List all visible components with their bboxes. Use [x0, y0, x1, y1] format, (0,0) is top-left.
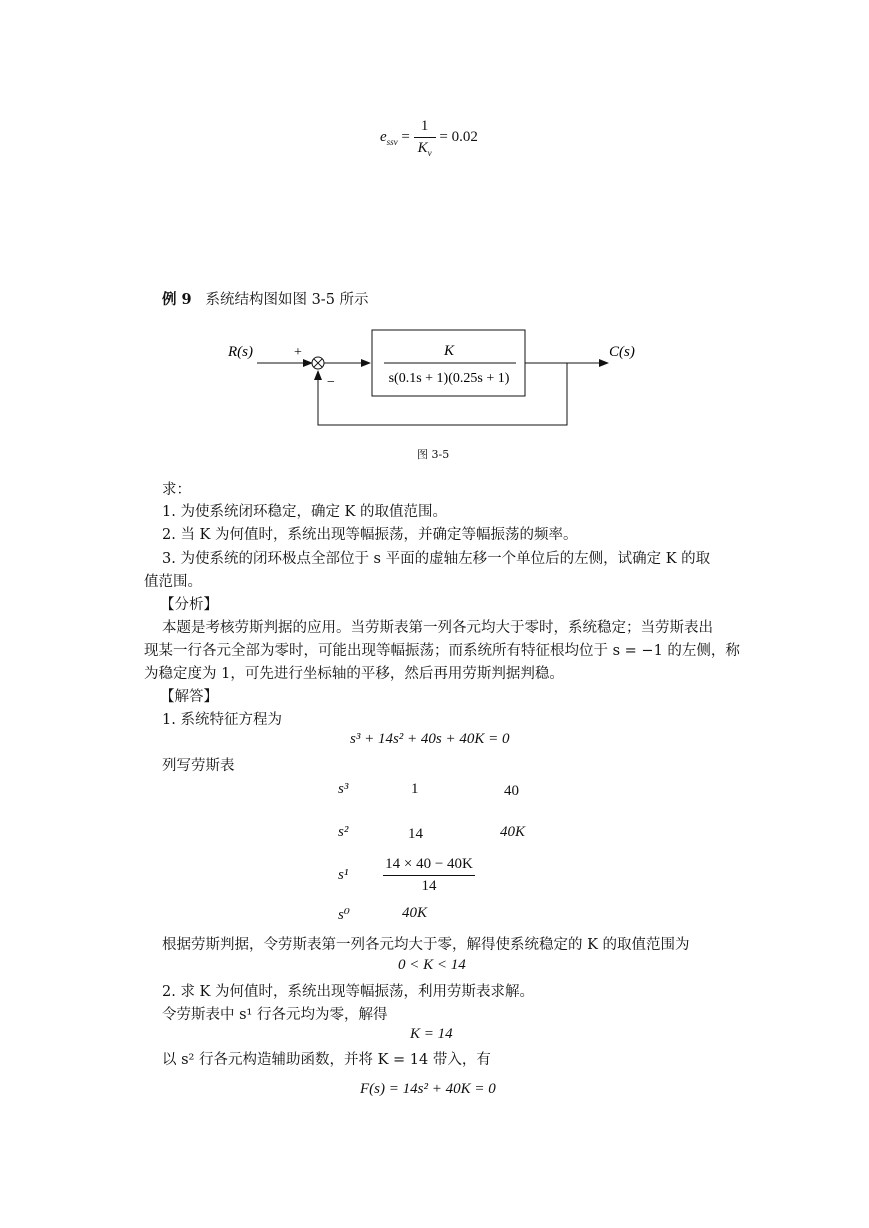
routh-cell-fraction	[383, 856, 475, 895]
question-1: 1. 为使系统闭环稳定，确定 K 的取值范围。	[162, 504, 447, 520]
k-value: K = 14	[410, 1026, 453, 1042]
auxiliary-intro: 以 s² 行各元构造辅助函数，并将 K = 14 带入，有	[162, 1052, 491, 1068]
input-label: R(s)	[228, 344, 253, 360]
routh-cell: 40K	[500, 824, 526, 840]
k-range: 0 < K < 14	[398, 957, 466, 973]
routh-row-label: s⁰	[338, 907, 350, 923]
plus-sign: +	[294, 345, 302, 360]
question-3-line-2: 值范围。	[144, 574, 202, 590]
ask-title: 求：	[162, 482, 191, 498]
analysis-line-1: 本题是考核劳斯判据的应用。当劳斯表第一列各元均大于零时，系统稳定；当劳斯表出	[162, 620, 713, 636]
answer-step-1: 1. 系统特征方程为	[162, 712, 282, 728]
routh-cell: 40	[504, 783, 519, 799]
analysis-line-3: 为稳定度为 1，可先进行坐标轴的平移，然后再用劳斯判据判稳。	[144, 666, 564, 682]
routh-cell: 14	[408, 826, 423, 842]
analysis-line-2: 现某一行各元全部为零时，可能出现等幅振荡；而系统所有特征根均位于 s = −1 的左侧，称	[144, 643, 740, 659]
answer-heading: 【解答】	[160, 689, 218, 705]
block-denominator: s(0.1s + 1)(0.25s + 1)	[388, 371, 510, 386]
routh-intro: 列写劳斯表	[162, 758, 235, 774]
figure-caption: 图 3-5	[417, 448, 450, 461]
routh-row-label: s²	[338, 824, 349, 840]
block-diagram	[220, 322, 650, 432]
example-heading: 例 9 系统结构图如图 3-5 所示	[162, 291, 369, 308]
stability-conclusion: 根据劳斯判据，令劳斯表第一列各元均大于零，解得使系统稳定的 K 的取值范围为	[162, 937, 690, 953]
routh-cell: 1	[411, 781, 419, 797]
summing-junction	[312, 357, 324, 369]
routh-fraction-denominator: 14	[421, 878, 437, 894]
routh-row-label: s³	[338, 781, 349, 797]
block-numerator: K	[443, 343, 455, 359]
routh-cell: 40K	[402, 905, 428, 921]
answer-step-2: 2. 求 K 为何值时，系统出现等幅振荡，利用劳斯表求解。	[162, 984, 534, 1000]
routh-row-label: s¹	[338, 867, 349, 883]
analysis-heading: 【分析】	[160, 597, 218, 613]
output-label: C(s)	[609, 344, 635, 360]
question-2: 2. 当 K 为何值时，系统出现等幅振荡，并确定等幅振荡的频率。	[162, 527, 578, 543]
question-3-line-1: 3. 为使系统的闭环极点全部位于 s 平面的虚轴左移一个单位后的左侧，试确定 K 的取	[162, 551, 711, 567]
minus-sign: −	[327, 375, 335, 390]
equation-error: $e_{ssv}$ = $\frac{1}{K_v}$ = 0.02	[380, 118, 478, 158]
routh-fraction-numerator: 14 × 40 − 40K	[383, 856, 475, 876]
characteristic-equation: s³ + 14s² + 40s + 40K = 0	[350, 731, 510, 747]
auxiliary-equation: F(s) = 14s² + 40K = 0	[360, 1081, 496, 1097]
answer-step-2b: 令劳斯表中 s¹ 行各元均为零，解得	[162, 1007, 388, 1023]
